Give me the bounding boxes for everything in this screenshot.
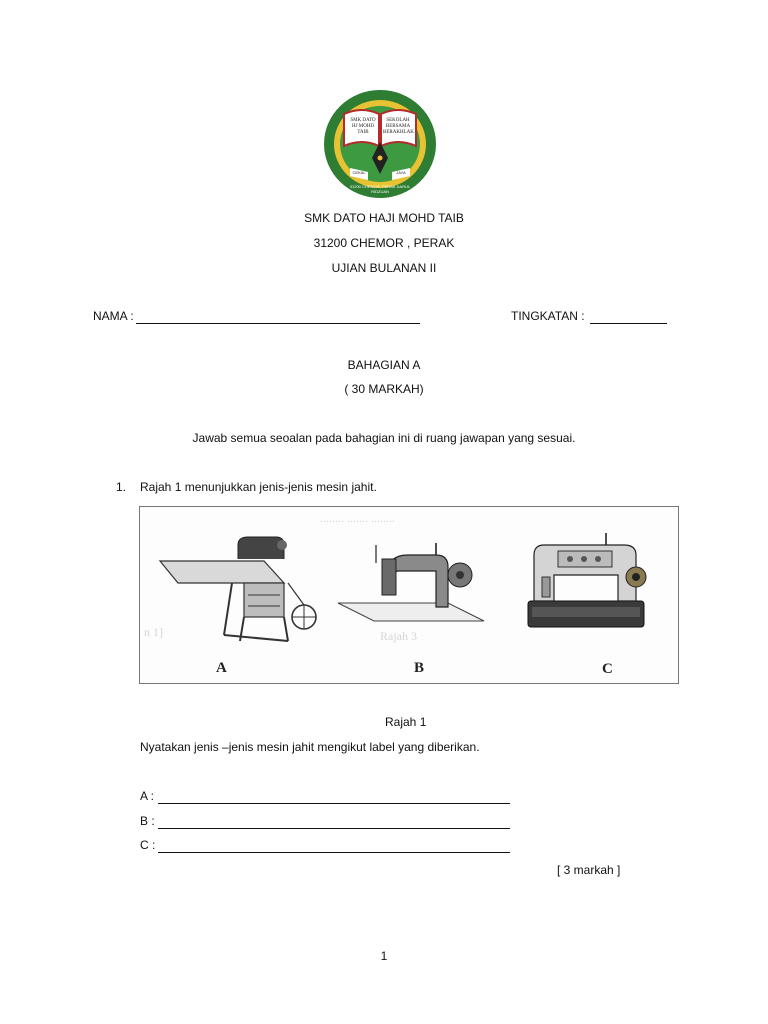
figure-caption: Rajah 1 [385,715,427,729]
logo-ribbon-right: JAYA [396,170,406,175]
school-logo [322,88,438,200]
class-label: TINGKATAN : [511,309,585,323]
section-marks: ( 30 MARKAH) [344,382,424,396]
logo-ring-text: 31200 CHEMOR, PERAK DARUL RIDZUAN [349,184,411,194]
logo-book-left-text: SMK DATO HJ MOHD TAIB [350,118,376,135]
section-instruction: Jawab semua seoalan pada bahagian ini di ruang jawapan yang sesuai. [192,431,576,445]
school-address: 31200 CHEMOR , PERAK [313,236,455,250]
manual-sewing-machine-icon [336,539,496,659]
section-title: BAHAGIAN A [347,358,421,372]
answer-label-a: A : [140,789,155,803]
sewing-machines-figure: ........ ....... ........ n 1] Rajah 3 A B C [139,506,679,684]
treadle-sewing-machine-icon [154,531,334,671]
figure-label-c: C [602,661,613,677]
exam-title: UJIAN BULANAN II [331,261,437,275]
answer-line-b[interactable] [158,828,510,829]
question-marks: [ 3 markah ] [557,863,621,877]
school-name: SMK DATO HAJI MOHD TAIB [304,211,464,225]
question-text: Rajah 1 menunjukkan jenis-jenis mesin jahit. [140,480,377,494]
electric-sewing-machine-icon [520,527,660,647]
figure-label-a: A [216,660,227,676]
page-number: 1 [380,949,388,963]
name-label: NAMA : [93,309,134,323]
question-number: 1. [116,480,127,494]
answer-label-c: C : [140,838,156,852]
class-field[interactable] [590,323,667,324]
logo-ribbon-left: CEKAL [352,170,366,175]
name-field[interactable] [136,323,420,324]
figure-label-b: B [414,660,425,676]
answer-label-b: B : [140,814,155,828]
answer-line-c[interactable] [158,852,510,853]
answer-line-a[interactable] [158,803,510,804]
question-prompt: Nyatakan jenis –jenis mesin jahit mengikut label yang diberikan. [140,740,480,754]
logo-book-right-text: SEKOLAH BERSAMA BERAKHLAK [383,118,414,135]
